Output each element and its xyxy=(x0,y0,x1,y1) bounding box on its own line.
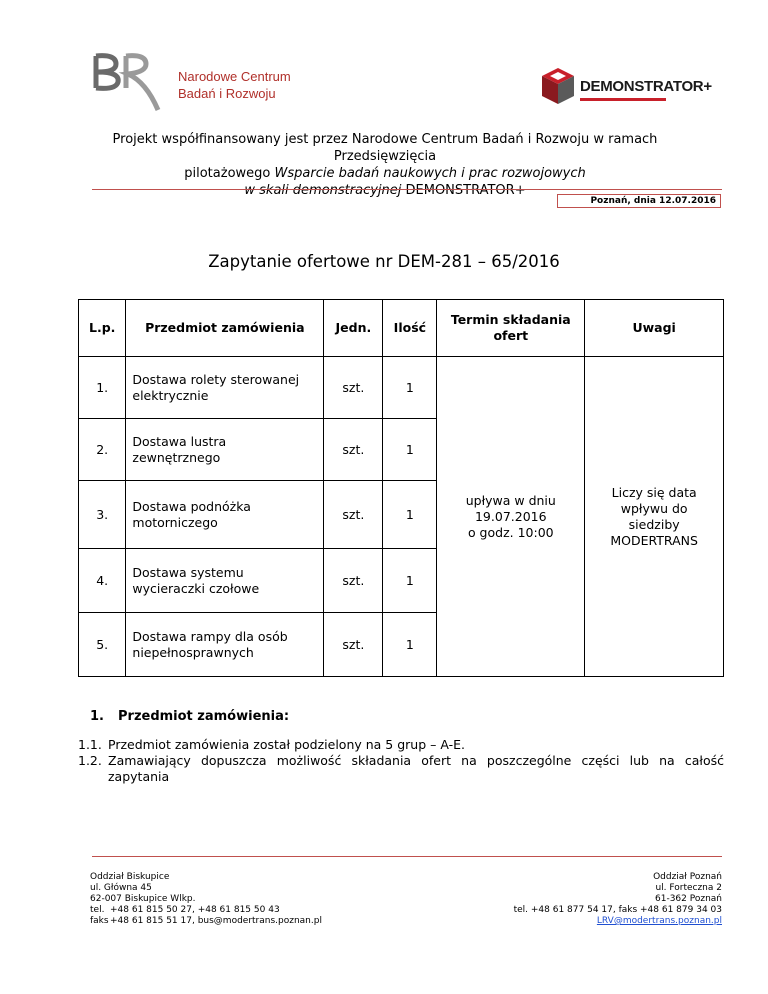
table-header-row xyxy=(79,300,724,357)
ncbr-logo xyxy=(88,48,291,118)
ncbr-name xyxy=(178,68,291,102)
row-lp: 1. xyxy=(79,357,126,419)
header-qty: Ilość xyxy=(383,300,437,357)
list-item xyxy=(78,737,724,753)
header-lp: L.p. xyxy=(79,300,126,357)
funding-line-2-italic: Wsparcie badań naukowych i prac rozwojowych xyxy=(274,166,586,181)
row-lp: 2. xyxy=(79,419,126,481)
funding-line-2-plain: pilotażowego xyxy=(184,166,275,181)
header-unit: Jedn. xyxy=(324,300,383,357)
header-divider xyxy=(92,189,722,190)
ncbr-emblem-icon xyxy=(88,48,178,118)
notes-cell xyxy=(585,357,724,677)
footer-street: ul. Forteczna 2 xyxy=(655,883,722,893)
footer-poznan xyxy=(460,872,722,927)
header-term: Termin składania ofert xyxy=(437,300,585,357)
funding-line-3-plain: DEMONSTRATOR+ xyxy=(401,183,526,198)
row-unit: szt. xyxy=(324,481,383,549)
notes-line: siedziby xyxy=(628,516,680,532)
section-number: 1. xyxy=(90,709,104,724)
row-unit: szt. xyxy=(324,549,383,613)
footer-tel xyxy=(90,905,322,916)
footer-tel-label: tel. xyxy=(90,905,105,915)
document-date: Poznań, dnia 12.07.2016 xyxy=(557,194,721,208)
ncbr-name-line1: Narodowe Centrum xyxy=(178,69,291,84)
list-item xyxy=(78,753,724,785)
cube-icon xyxy=(536,64,580,108)
footer-fax-value: +48 61 815 51 17, bus@modertrans.poznan.pl xyxy=(110,916,322,926)
row-qty: 1 xyxy=(383,613,437,677)
row-item: Dostawa systemu wycieraczki czołowe xyxy=(126,549,324,613)
footer-fax-label: faks xyxy=(90,916,109,926)
row-lp: 3. xyxy=(79,481,126,549)
term-cell xyxy=(437,357,585,677)
footer-office: Oddział Poznań xyxy=(653,872,722,882)
footer-divider xyxy=(92,856,722,857)
demonstrator-wordmark: DEMONSTRATOR+ xyxy=(580,78,712,95)
row-unit: szt. xyxy=(324,357,383,419)
footer-biskupice xyxy=(90,872,322,927)
row-lp: 5. xyxy=(79,613,126,677)
demonstrator-bar xyxy=(580,98,666,101)
term-line: 19.07.2016 xyxy=(474,508,547,524)
footer-city: 61-362 Poznań xyxy=(655,894,722,904)
footer-contact: tel. +48 61 877 54 17, faks +48 61 879 34 03 xyxy=(513,905,722,915)
footer-email-link[interactable]: LRV@modertrans.poznan.pl xyxy=(596,916,722,926)
notes-line: MODERTRANS xyxy=(610,532,698,548)
row-item: Dostawa lustra zewnętrznego xyxy=(126,419,324,481)
row-item: Dostawa podnóżka motorniczego xyxy=(126,481,324,549)
row-item: Dostawa rampy dla osób niepełnosprawnych xyxy=(126,613,324,677)
list-item-text: Przedmiot zamówienia został podzielony na 5 grup – A-E. xyxy=(108,737,466,752)
section-heading xyxy=(90,709,289,724)
row-item: Dostawa rolety sterowanej elektrycznie xyxy=(126,357,324,419)
row-unit: szt. xyxy=(324,419,383,481)
order-table xyxy=(78,299,724,677)
funding-line-2 xyxy=(80,165,690,182)
notes-line: wpływu do xyxy=(620,500,688,516)
row-qty: 1 xyxy=(383,549,437,613)
row-unit: szt. xyxy=(324,613,383,677)
row-lp: 4. xyxy=(79,549,126,613)
row-qty: 1 xyxy=(383,481,437,549)
ncbr-name-line2: Badań i Rozwoju xyxy=(178,86,276,101)
header-notes: Uwagi xyxy=(585,300,724,357)
footer-city: 62-007 Biskupice Wlkp. xyxy=(90,894,196,904)
notes-line: Liczy się data xyxy=(611,484,697,500)
page-title: Zapytanie ofertowe nr DEM-281 – 65/2016 xyxy=(208,252,560,271)
header-item: Przedmiot zamówienia xyxy=(126,300,324,357)
row-qty: 1 xyxy=(383,419,437,481)
list-item-number: 1.1. xyxy=(78,737,102,752)
section-list xyxy=(78,737,724,785)
table-row xyxy=(79,357,724,419)
funding-line-1: Projekt współfinansowany jest przez Narodowe Centrum Badań i Rozwoju w ramach Przedsięwzięcia xyxy=(112,132,658,164)
footer-tel-value: +48 61 815 50 27, +48 61 815 50 43 xyxy=(110,905,280,915)
section-title: Przedmiot zamówienia: xyxy=(118,709,290,724)
footer-street: ul. Główna 45 xyxy=(90,883,152,893)
term-line: o godz. 10:00 xyxy=(467,524,554,540)
funding-line-3-italic: w skali demonstracyjnej xyxy=(244,183,402,198)
demonstrator-logo xyxy=(536,64,712,108)
list-item-text: Zamawiający dopuszcza możliwość składania ofert na poszczególne części lub na całość zapytania xyxy=(108,753,724,784)
footer-office: Oddział Biskupice xyxy=(90,872,170,882)
footer-fax xyxy=(90,916,322,927)
term-line: upływa w dniu xyxy=(465,492,556,508)
list-item-number: 1.2. xyxy=(78,753,102,768)
row-qty: 1 xyxy=(383,357,437,419)
